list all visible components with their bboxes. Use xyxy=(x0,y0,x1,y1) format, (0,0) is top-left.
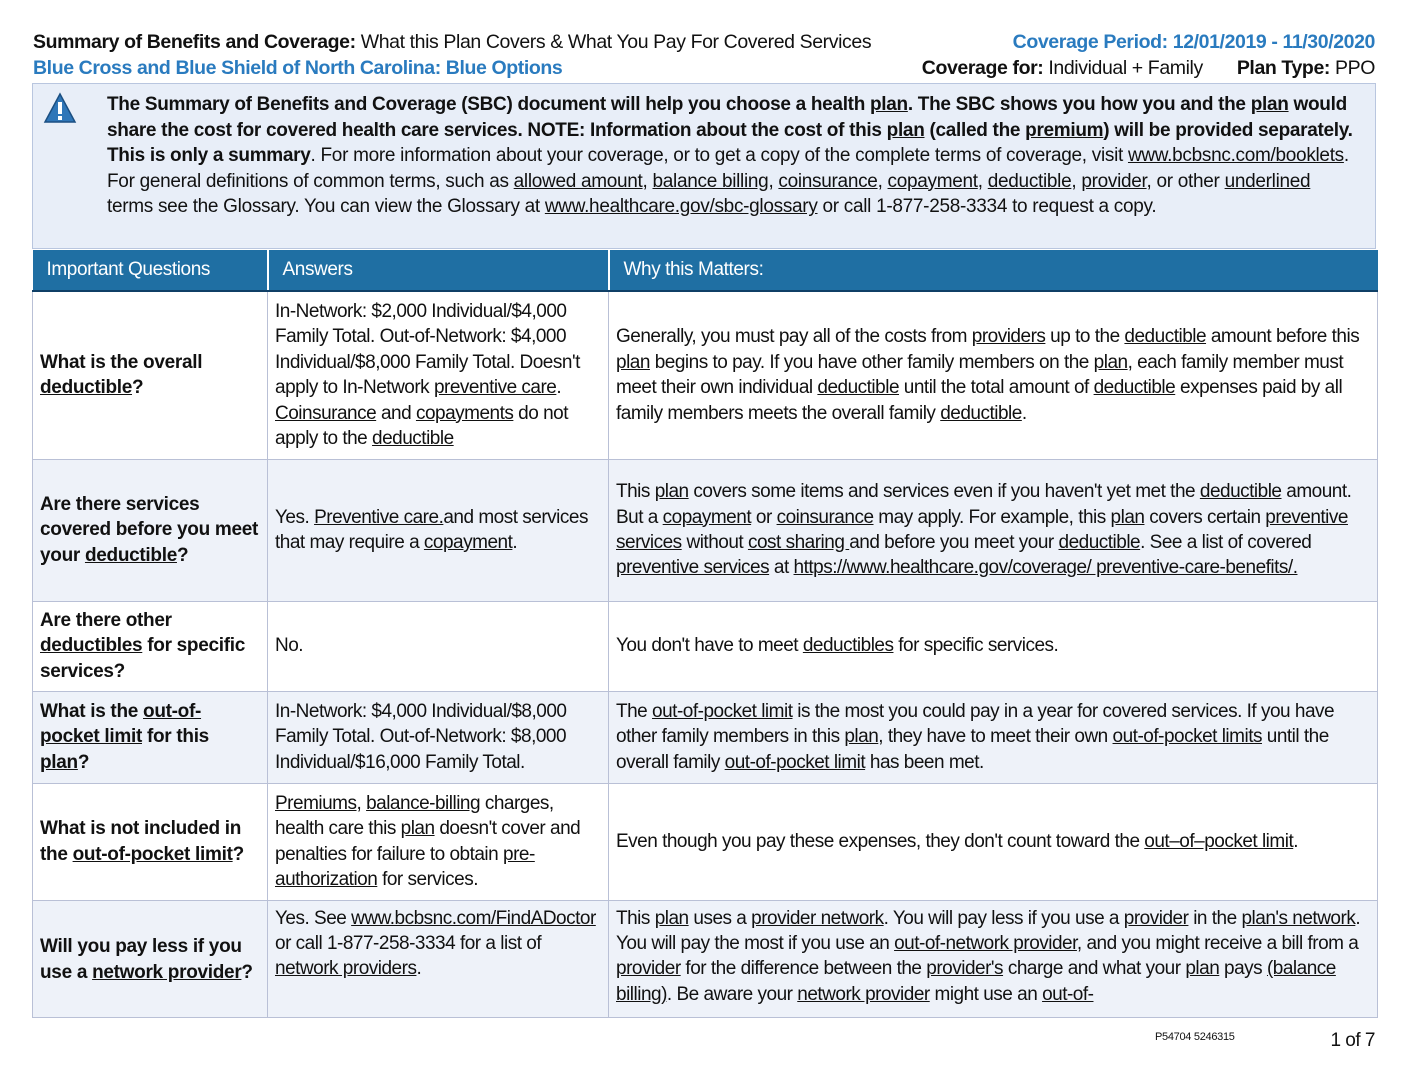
why-matters-cell: Even though you pay these expenses, they don't count toward the out–of–pocket limit. xyxy=(609,783,1378,900)
preventive-care-link[interactable]: https://www.healthcare.gov/coverage/ preventive-care-benefits/. xyxy=(793,557,1298,579)
table-row-services-before-deductible xyxy=(33,459,1378,601)
glossary-link[interactable]: www.healthcare.gov/sbc-glossary xyxy=(544,196,818,218)
document-code: P54704 5246315 xyxy=(1155,1031,1235,1043)
why-matters-cell: This plan covers some items and services even if you haven't yet met the deductible amount. But a copayment or coinsurance may apply. For example, this plan covers certain preventive services without cost sharing and before you meet your deductible. See a list of covered preventive services at https://www.healthcare.gov/coverage/ preventive-care-benefits/. xyxy=(609,459,1378,601)
question-cell: Are there other deductibles for specific services? xyxy=(33,601,268,691)
why-matters-cell: Generally, you must pay all of the costs from providers up to the deductible amount before this plan begins to pay. If you have other family members on the plan, each family member must meet their own individual deductible until the total amount of deductible expenses paid by all family members meets the overall family deductible. xyxy=(609,291,1378,459)
table-row-overall-deductible xyxy=(33,291,1378,459)
why-matters-cell: You don't have to meet deductibles for specific services. xyxy=(609,601,1378,691)
table-header-row xyxy=(33,250,1378,291)
why-matters-cell: The out-of-pocket limit is the most you could pay in a year for covered services. If you have other family members in this plan, they have to meet their own out-of-pocket limits until the overall family out-of-pocket limit has been met. xyxy=(609,691,1378,783)
notice-text: The Summary of Benefits and Coverage (SBC) document will help you choose a health plan. The SBC shows you how you and the plan would share the cost for covered health care services. NOTE: Information about the cost of this plan (called the premium) will be provided separately. This is only a summary. For more information about your coverage, or to get a copy of the complete terms of coverage, visit www.bcbsnc.com/booklets. For general definitions of common terms, such as allowed amount, balance billing, coinsurance, copayment, deductible, provider, or other underlined terms see the Glossary. You can view the Glossary at www.healthcare.gov/sbc-glossary or call 1-877-258-3334 to request a copy. xyxy=(107,94,1353,218)
plan-name: Blue Cross and Blue Shield of North Carolina: Blue Options xyxy=(33,57,563,79)
answer-cell: Yes. See www.bcbsnc.com/FindADoctor or call 1-877-258-3334 for a list of network providers. xyxy=(268,900,609,1017)
question-cell: What is the overall deductible? xyxy=(33,291,268,459)
find-a-doctor-link[interactable]: www.bcbsnc.com/FindADoctor xyxy=(351,907,596,929)
coverage-period: Coverage Period: 12/01/2019 - 11/30/2020 xyxy=(1012,31,1375,53)
table-row-not-included-oop xyxy=(33,783,1378,900)
booklets-link[interactable]: www.bcbsnc.com/booklets xyxy=(1127,145,1344,167)
answer-cell: In-Network: $4,000 Individual/$8,000 Family Total. Out-of-Network: $8,000 Individual/$16,000 Family Total. xyxy=(268,691,609,783)
page-number: 1 of 7 xyxy=(1330,1030,1375,1051)
answer-cell: Premiums, balance-billing charges, health care this plan doesn't cover and penalties for failure to obtain pre-authorization for services. xyxy=(268,783,609,900)
question-cell: Are there services covered before you meet your deductible? xyxy=(33,459,268,601)
coverage-details: Coverage for: Individual + Family Plan Type: PPO xyxy=(921,57,1375,79)
table-row-network-provider xyxy=(33,900,1378,1017)
table-row-out-of-pocket-limit xyxy=(33,691,1378,783)
question-cell: Will you pay less if you use a network provider? xyxy=(33,900,268,1017)
answer-cell: In-Network: $2,000 Individual/$4,000 Family Total. Out-of-Network: $4,000 Individual/$8,000 Family Total. Doesn't apply to In-Network preventive care. Coinsurance and copayments do not apply to the deductible xyxy=(268,291,609,459)
header-important-questions: Important Questions xyxy=(33,250,268,291)
header-answers: Answers xyxy=(268,250,609,291)
coverage-for-value: Individual + Family xyxy=(1043,57,1203,79)
header-why-this-matters: Why this Matters: xyxy=(609,250,1378,291)
plan-type-value: PPO xyxy=(1330,57,1375,79)
question-cell: What is not included in the out-of-pocket limit? xyxy=(33,783,268,900)
why-matters-cell: This plan uses a provider network. You will pay less if you use a provider in the plan's network. You will pay the most if you use an out-of-network provider, and you might receive a bill from a provider for the difference between the provider's charge and what your plan pays (balance billing). Be aware your network provider might use an out-of- xyxy=(609,900,1378,1017)
sbc-notice-box xyxy=(32,83,1376,249)
answer-cell: Yes. Preventive care.and most services that may require a copayment. xyxy=(268,459,609,601)
answer-cell: No. xyxy=(268,601,609,691)
document-title: Summary of Benefits and Coverage: What this Plan Covers & What You Pay For Covered Services xyxy=(33,31,872,53)
table-row-other-deductibles xyxy=(33,601,1378,691)
question-cell: What is the out-of-pocket limit for this plan? xyxy=(33,691,268,783)
warning-triangle-icon xyxy=(43,92,77,124)
benefits-table xyxy=(32,250,1378,1018)
